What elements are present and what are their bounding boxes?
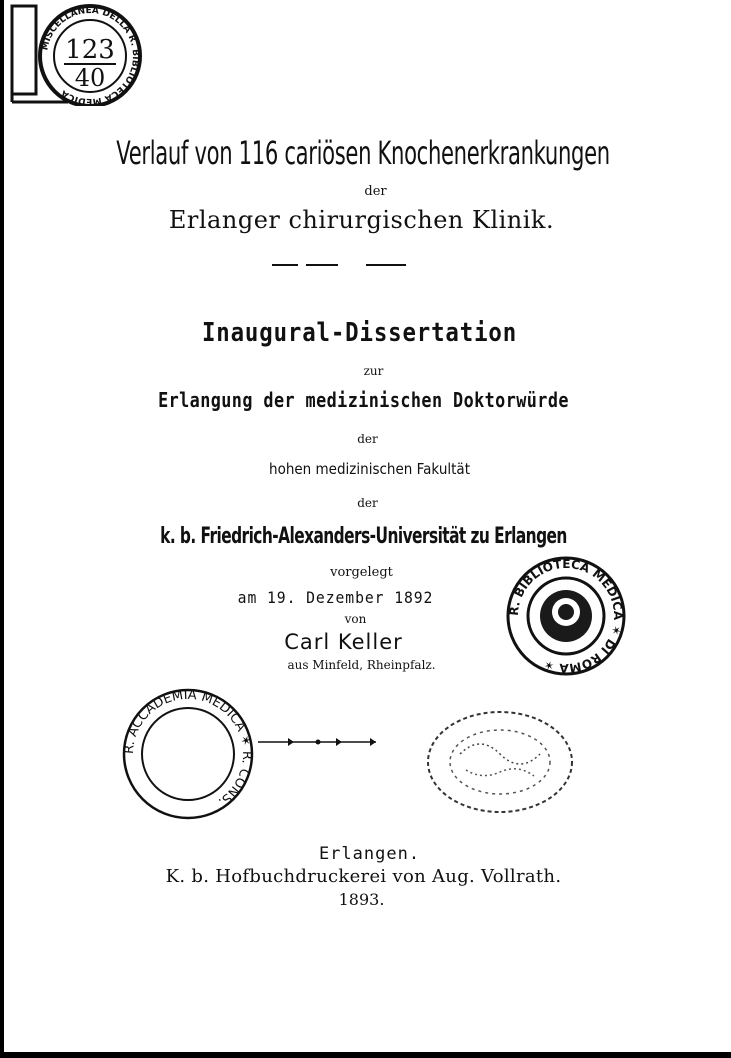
faint-library-stamp: [420, 704, 580, 814]
imprint-year: 1893.: [338, 890, 385, 909]
shelfmark-number-top: 123: [65, 35, 115, 65]
imprint-city: Erlangen.: [318, 844, 421, 864]
title-line-2: der: [364, 184, 387, 199]
accademia-stamp: [112, 686, 266, 822]
zur-label: zur: [363, 364, 384, 378]
shelfmark-ring-text: MISCELLANEA DELLA R. BIBLIOTECA MEDICA: [40, 5, 141, 106]
date-line: am 19. Dezember 1892: [237, 588, 434, 607]
author-name: Carl Keller: [284, 630, 403, 654]
decorative-rule-left: [272, 264, 298, 266]
accademia-ring-text: R. ACCADEMIA MEDICA ✶ R. CONS.: [121, 687, 255, 810]
scan-edge-bottom: [0, 1052, 731, 1058]
shelfmark-stamp: [8, 2, 158, 106]
der-label-2: der: [357, 496, 378, 510]
decorative-rule-right: [366, 264, 406, 266]
imprint-printer: K. b. Hofbuchdruckerei von Aug. Vollrath.: [165, 866, 562, 887]
university-line: k. b. Friedrich-Alexanders-Universität zu Erlangen: [160, 524, 567, 549]
von-label: von: [344, 612, 367, 626]
biblioteca-ring-text: R. BIBLIOTECA MEDICA ✶ DI ROMA ✶: [506, 556, 626, 676]
decorative-rule-mid: [306, 264, 338, 266]
biblioteca-medica-stamp: [492, 554, 642, 684]
submitted-label: vorgelegt: [330, 565, 393, 580]
author-origin: aus Minfeld, Rheinpfalz.: [287, 658, 436, 672]
der-label-1: der: [357, 432, 378, 446]
purpose-line: Erlangung der medizinischen Doktorwürde: [158, 388, 569, 412]
stamp-frame: [12, 6, 36, 94]
title-line-1: Verlauf von 116 cariösen Knochenerkrankungen: [116, 134, 610, 172]
shelfmark-number-bottom: 40: [74, 64, 106, 92]
faculty-line: hohen medizinischen Fakultät: [269, 460, 470, 478]
title-line-3: Erlanger chirurgischen Klinik.: [168, 206, 555, 234]
dissertation-heading: Inaugural-Dissertation: [201, 318, 518, 348]
ornament-divider: [258, 734, 388, 750]
